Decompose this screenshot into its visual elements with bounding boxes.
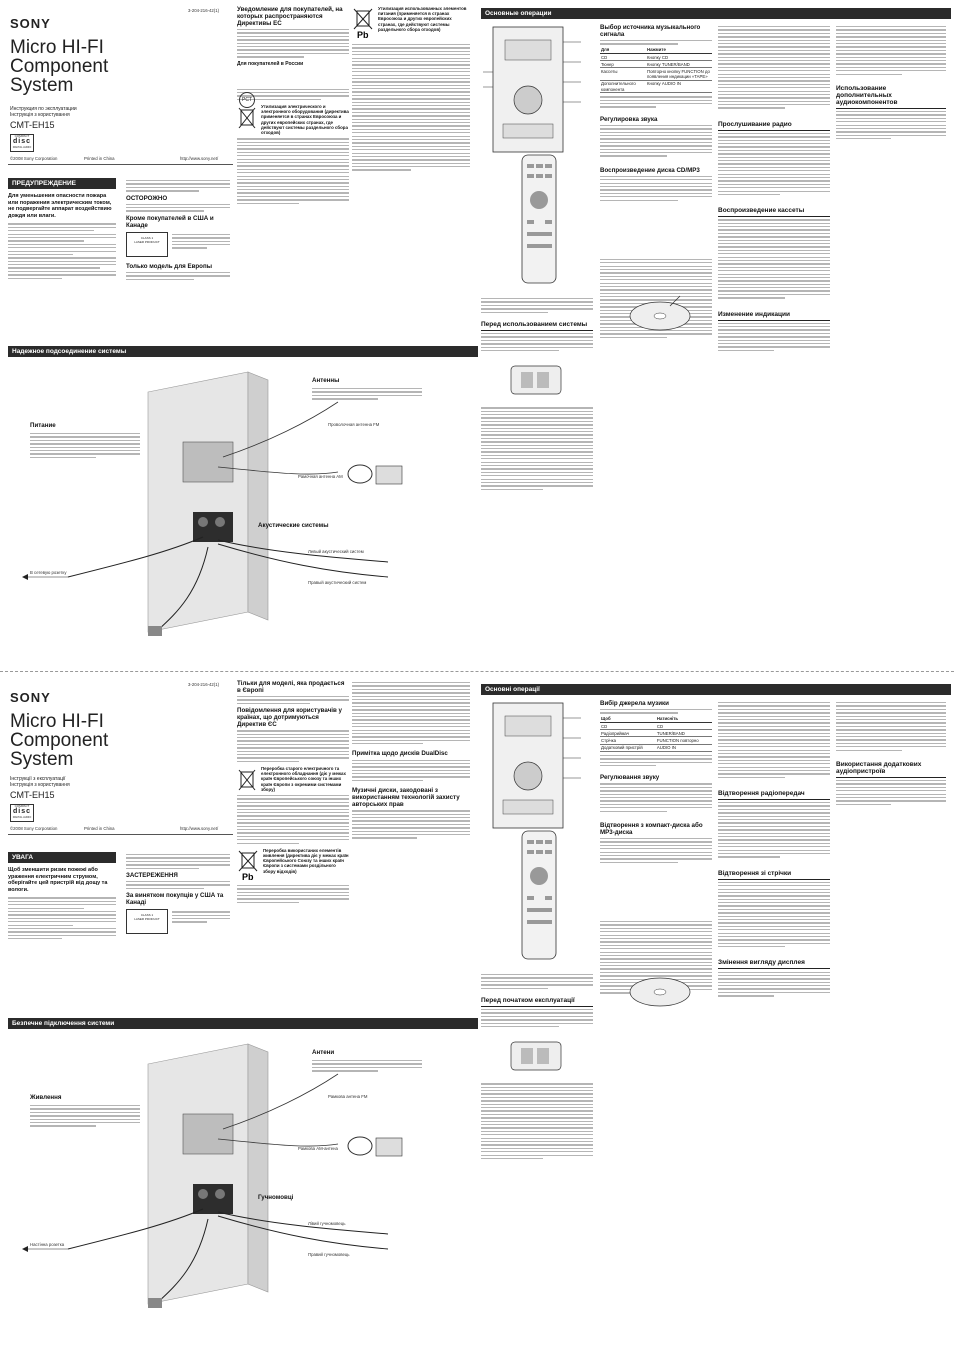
battery-heading: Переробка використаних елементів живлення (директива діє у межах країн Європейського Союзу та інших країн Європи з системами роздільного збору відходів) (263, 847, 349, 874)
ua-col-3 (352, 680, 470, 841)
usa-heading: За винятком покупців у США та Канаді (126, 892, 224, 907)
speaker-label: Гучномовці (258, 1194, 294, 1201)
disposal-heading: Переробка старого електричного та електронного обладнання (діє у межах країн Європейського союзу та інших країн Європи з окремими системами збору) (261, 766, 346, 792)
connection-bar: Безпечне підключення системи (8, 1018, 478, 1029)
caution-heading: ЗАСТЕРЕЖЕННЯ (126, 871, 178, 879)
subtitle: Інструкції з експлуатації Інструкція з користування (10, 776, 70, 788)
russia-heading: Для покупателей в России (237, 60, 304, 67)
play-tape-heading: Воспроизведение кассеты (718, 205, 830, 217)
right-speaker-label: Правий гучномовець (308, 1252, 350, 1257)
connection-illustration (8, 362, 470, 667)
brand-logo: SONY (10, 690, 51, 705)
russian-sheet (0, 0, 954, 672)
url: http://www.sony.net/ (180, 156, 219, 161)
warning-bar: УВАГА (8, 852, 116, 863)
doc-code: 3-204-216-42(1) (188, 682, 220, 687)
warning-bar: ПРЕДУПРЕЖДЕНИЕ (8, 178, 116, 189)
copyright: ©2008 Sony Corporation (10, 826, 58, 831)
ua-col-8 (836, 700, 946, 807)
select-source-col (600, 24, 712, 340)
before-use-col (481, 296, 593, 492)
fm-antenna-label: Проволочная антенна FM (328, 422, 380, 427)
divider (8, 164, 233, 165)
warning-section (8, 178, 116, 281)
remote-diagram (510, 150, 570, 290)
divider (8, 834, 233, 835)
product-title: Micro HI-FI Component System (10, 711, 109, 770)
before-use-col-ua (481, 972, 593, 1161)
caution-heading: ОСТОРОЖНО (126, 194, 168, 202)
play-tape-heading: Відтворення зі стрічки (718, 868, 830, 880)
copyright: ©2008 Sony Corporation (10, 156, 58, 161)
product-title: Micro HI-FI Component System (10, 37, 109, 96)
laser-label-icon: CLASS 1 LASER PRODUCT (126, 909, 168, 934)
am-antenna-label: Рамкова AM-антена (298, 1146, 338, 1151)
left-speaker-label: Левый акустический систем (308, 549, 364, 554)
eu-only-heading: Только модель для Европы (126, 262, 212, 270)
select-source-heading: Вибір джерела музики (600, 700, 669, 707)
compact-disc-logo-icon: COMPACT disc DIGITAL AUDIO (10, 134, 34, 152)
main-unit-diagram (483, 698, 595, 838)
listen-radio-heading: Відтворення радіопередач (718, 788, 830, 800)
eu-notice-heading: Повідомлення для користувачів у країнах, що дотримуються Директив ЄС (237, 707, 342, 729)
fm-antenna-label: Рамкова антена FM (328, 1094, 368, 1099)
select-source-col-ua (600, 700, 712, 996)
listen-radio-heading: Прослушивание радио (718, 119, 830, 131)
svg-text:Pb: Pb (242, 871, 254, 882)
dualdisc-heading: Примітка щодо дисків DualDisc (352, 750, 448, 758)
eu-only-heading: Тільки для моделі, яка продається в Європі (237, 680, 345, 694)
url: http://www.sony.net/ (180, 826, 219, 831)
before-use-heading: Перед початком експлуатації (481, 995, 593, 1007)
fold-line (0, 671, 954, 672)
cd-tray-icon (620, 286, 700, 336)
model-name: CMT-EH15 (10, 790, 55, 800)
power-label: Живлення (30, 1094, 62, 1101)
disposal-heading: Утилизация электрического и электронного оборудования (директива применяется в странах Евросоюза и других европейских странах, где действуют системы раздельного сбора отходов) (261, 103, 349, 135)
speaker-label: Акустические системы (258, 522, 329, 529)
ru-col-8 (836, 24, 946, 141)
outlet-label: Настінна розетка (30, 1242, 65, 1247)
caution-section-ua (126, 852, 230, 934)
remote-battery-icon (501, 356, 581, 406)
certification-mark-icon: PCT (239, 92, 255, 108)
connection-bar: Надежное подсоединение системы (8, 346, 478, 357)
remote-control-illustration (510, 150, 570, 290)
connection-illustration (8, 1034, 470, 1342)
ops-bar: Основные операции (481, 8, 951, 19)
power-label: Питание (30, 422, 56, 429)
main-unit-diagram (483, 22, 595, 162)
outlet-label: В сетевую розетку (30, 570, 67, 575)
remote-battery-icon (501, 1032, 581, 1082)
printed-in: Printed in China (84, 156, 115, 161)
antenna-label: Антени (312, 1049, 335, 1056)
antenna-label: Антенны (312, 377, 340, 384)
brand-logo: SONY (10, 16, 51, 31)
crossed-bin-pb-icon (352, 6, 374, 40)
before-use-heading: Перед использованием системы (481, 319, 593, 331)
battery-heading: Утилизация использованных элементов питания (применяется в странах Евросоюза и других европейских странах, где действуют системы раздельного сбора отходов) (378, 6, 467, 32)
battery-column (352, 6, 470, 173)
printed-in: Printed in China (84, 826, 115, 831)
warning-text: Щоб зменшити ризик пожежі або ураження електричним струмом, оберігайте цей пристрій від дощу та вологи. (8, 867, 108, 893)
select-source-heading: Выбор источника музыкального сигнала (600, 24, 701, 38)
change-display-heading: Изменение индикации (718, 309, 830, 321)
caution-section (126, 178, 230, 282)
cd-tray-icon (620, 962, 700, 1012)
laser-label-icon: CLASS 1 LASER PRODUCT (126, 232, 168, 257)
play-cd-heading: Воспроизведение диска CD/MP3 (600, 166, 700, 174)
connection-diagram-ua (8, 1034, 470, 1342)
ukrainian-sheet (0, 676, 954, 1348)
model-name: CMT-EH15 (10, 120, 55, 130)
stereo-unit-illustration (483, 698, 595, 838)
ru-col-7 (718, 24, 830, 353)
sound-adjust-heading: Регулювання звуку (600, 774, 660, 782)
change-display-heading: Змінення вигляду дисплея (718, 957, 830, 969)
left-speaker-label: Лівий гучномовець (308, 1221, 346, 1226)
copyright-disc-heading: Музичні диски, закодовані з використанням технологій захисту авторських прав (352, 787, 460, 809)
sound-adjust-heading: Регулировка звука (600, 115, 658, 123)
source-table: Щоб Натисніть CD CD Радіоприймач TUNER/BAND Стрічка FUNCTION повторно Додатковий пристрій AUDIO IN (600, 716, 712, 752)
right-speaker-label: Правый акустический систем (308, 580, 367, 585)
cd-loading-illustration (620, 962, 700, 1012)
crossed-bin-pb-icon (237, 848, 259, 882)
ops-bar: Основні операції (481, 684, 951, 695)
usa-heading: Кроме покупателей в США и Канаде (126, 214, 214, 229)
remote-diagram (510, 826, 570, 966)
am-antenna-label: Рамочная антенна AM (298, 474, 343, 479)
eu-notice-heading: Уведомление для покупателей, на которых распространяются Директивы ЕС (237, 6, 343, 27)
warning-body (8, 223, 116, 279)
play-cd-heading: Відтворення з компакт-диска або MP3-диска (600, 821, 703, 836)
optional-components-heading: Використання додаткових аудіопристроїв (836, 759, 946, 778)
doc-code: 3-204-216-42(1) (188, 8, 220, 13)
cd-loading-illustration (620, 286, 700, 336)
crossed-bin-icon (237, 766, 257, 792)
stereo-unit-illustration (483, 22, 595, 162)
source-table: Для Нажмите CD Кнопку CD Тюнер Кнопку TUNER/BAND Кассеты Повторно кнопку FUNCTION до появления индикации «TAPE» Дополнительного компонента Кнопку AUDIO IN (600, 47, 712, 93)
warning-text: Для уменьшения опасности пожара или поражения электрическим током, не подвергайте аппарат воздействию дождя или влаги. (8, 193, 112, 219)
remote-control-illustration (510, 826, 570, 966)
subtitle: Инструкция по эксплуатации Інструкція з користування (10, 106, 77, 118)
battery-insert-illustration (501, 1032, 581, 1082)
connection-diagram (8, 362, 470, 667)
compact-disc-logo-icon: COMPACT disc DIGITAL AUDIO (10, 804, 34, 822)
ua-col-7 (718, 700, 830, 999)
optional-components-heading: Использование дополнительных аудиокомпонентов (836, 83, 946, 109)
eu-notice-column-ua (237, 680, 349, 905)
svg-text:Pb: Pb (357, 30, 369, 40)
eu-notice-column (237, 6, 349, 206)
battery-insert-illustration (501, 356, 581, 406)
warning-section-ua (8, 852, 116, 941)
